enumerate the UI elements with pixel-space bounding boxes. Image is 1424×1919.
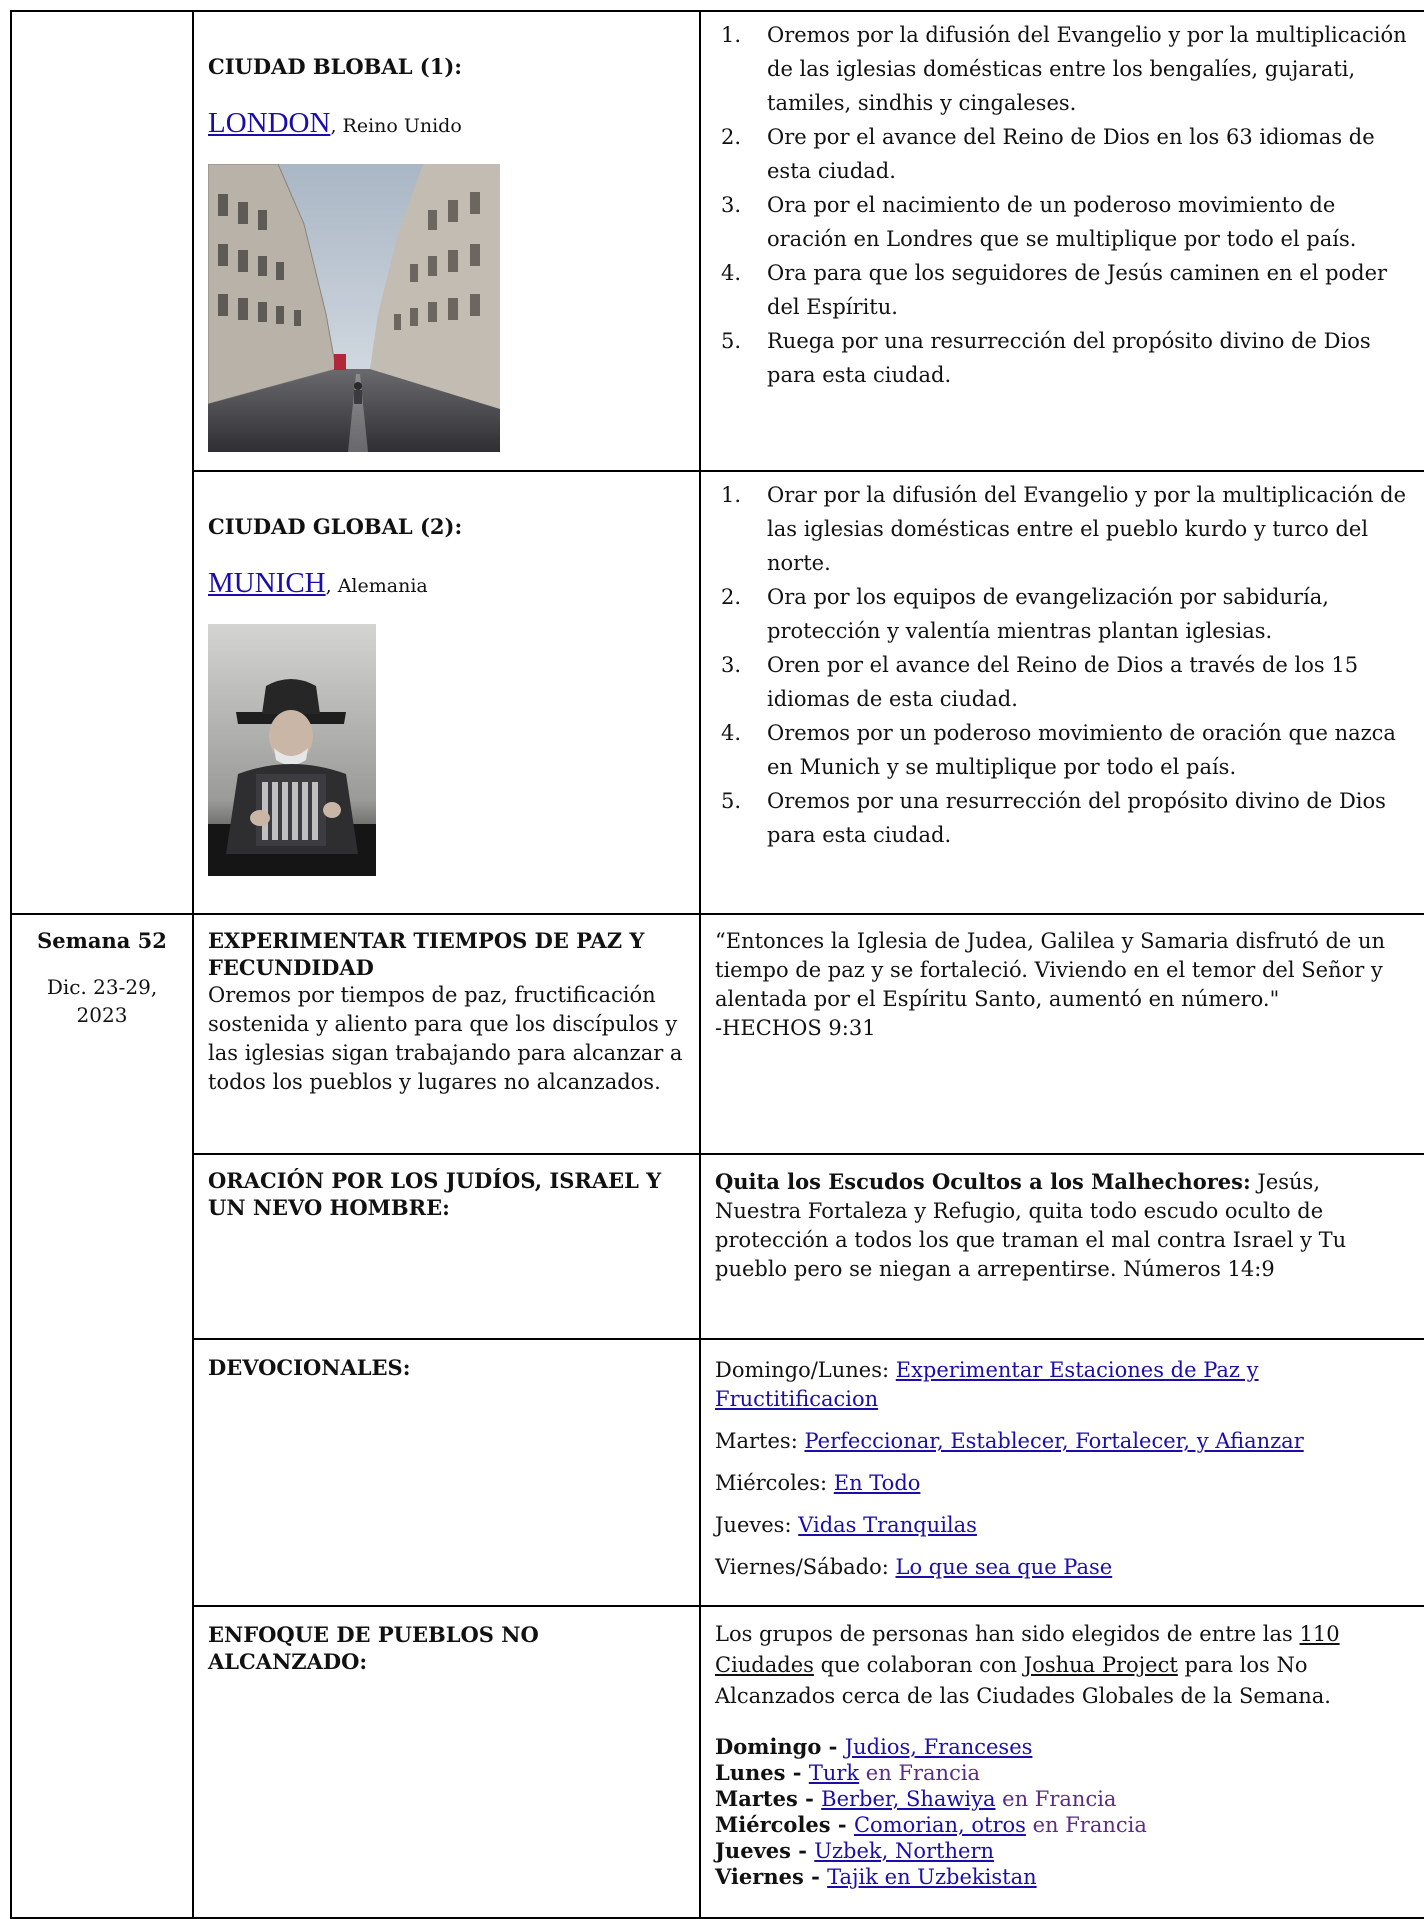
people-group-item: Jueves - Uzbek, Northern (715, 1838, 995, 1863)
devotional-link[interactable]: En Todo (833, 1471, 921, 1495)
scripture-reference: -HECHOS 9:31 (715, 1016, 876, 1040)
row-devotionals (11, 1339, 1424, 1606)
city2-location (208, 569, 685, 600)
theme-cell (193, 914, 700, 1154)
israel-prayer-body: Jesús, Nuestra Fortaleza y Refugio, quita todo escudo oculto de protección a todos los que traman el mal contra Israel y Tu pueblo pero se niegan a arrepentirse. Números 14:9 (715, 1170, 1347, 1281)
prayer-item: 4. Oremos por un poderoso movimiento de oración que nazca en Munich y se multiplique por todo el país. (721, 721, 1396, 779)
city1-cell (193, 11, 700, 471)
people-group-link[interactable]: Tajik en Uzbekistan (827, 1865, 1037, 1889)
unreached-title: ENFOQUE DE PUEBLOS NO ALCANZADO: (208, 1622, 539, 1674)
devotionals-title-cell (193, 1339, 700, 1606)
week-cell (11, 914, 193, 1918)
prayer-item: 2. Ore por el avance del Reino de Dios en los 63 idiomas de esta ciudad. (721, 125, 1375, 183)
israel-title: ORACIÓN POR LOS JUDÍOS, ISRAEL Y UN NEVO HOMBRE: (208, 1168, 662, 1220)
people-group-link[interactable]: Comorian, otros (853, 1813, 1026, 1837)
city1-link[interactable]: LONDON (208, 107, 331, 139)
city1-country: , Reino Unido (330, 115, 462, 137)
week-dates-line1: Dic. 23-29, (46, 975, 158, 999)
israel-title-cell (193, 1154, 700, 1339)
people-group-item: Domingo - Judios, Franceses (715, 1734, 1033, 1759)
people-group-link[interactable]: Turk (808, 1761, 860, 1785)
accordion-player-photo (208, 624, 376, 876)
cities-110-link[interactable]: 110 Ciudades (715, 1622, 1340, 1677)
row-unreached (11, 1606, 1424, 1918)
devotional-item: Martes: Perfeccionar, Establecer, Fortalecer, y Afianzar (715, 1429, 1304, 1453)
people-group-item: Miércoles - Comorian, otros en Francia (715, 1812, 1147, 1837)
israel-prayer-lead: Quita los Escudos Ocultos a los Malhechores: (715, 1169, 1251, 1194)
scripture-cell (700, 914, 1424, 1154)
prayer-item: 4. Ora para que los seguidores de Jesús caminen en el poder del Espíritu. (721, 261, 1388, 319)
devotional-item: Miércoles: En Todo (715, 1471, 921, 1495)
prayer-item: 1. Oremos por la difusión del Evangelio y por la multiplicación de las iglesias domésticas entre los bengalíes, gujarati, tamiles, sindhis y cingaleses. (721, 23, 1407, 115)
week-dates-line2: 2023 (76, 1003, 128, 1027)
people-group-list (715, 1734, 1410, 1890)
prayer-item: 3. Ora por el nacimiento de un poderoso movimiento de oración en Londres que se multiplique por todo el país. (721, 193, 1357, 251)
city1-prayer-list (715, 18, 1410, 392)
week-empty-cell (11, 11, 193, 914)
week-label: Semana 52 (37, 928, 167, 953)
city2-prayer-list (715, 478, 1410, 852)
city1-location (208, 109, 685, 140)
devotional-item: Jueves: Vidas Tranquilas (715, 1513, 977, 1537)
joshua-project-link[interactable]: Joshua Project (1023, 1653, 1178, 1677)
devotional-link[interactable]: Vidas Tranquilas (798, 1513, 977, 1537)
devotional-link[interactable]: Perfeccionar, Establecer, Fortalecer, y Afianzar (804, 1429, 1304, 1453)
unreached-title-cell (193, 1606, 700, 1918)
city2-country: , Alemania (325, 575, 428, 597)
devotional-item: Viernes/Sábado: Lo que sea que Pase (715, 1555, 1113, 1579)
prayer-item: 1. Orar por la difusión del Evangelio y por la multiplicación de las iglesias domésticas entre el pueblo kurdo y turco del norte. (721, 483, 1407, 575)
prayer-item: 5. Oremos por una resurrección del propósito divino de Dios para esta ciudad. (721, 789, 1386, 847)
city2-cell (193, 471, 700, 914)
row-city-1 (11, 11, 1424, 471)
unreached-intro: Los grupos de personas han sido elegidos de entre las 110 Ciudades que colaboran con Joshua Project para los No Alcanzados cerca de las Ciudades Globales de la Semana. (715, 1622, 1340, 1708)
devotional-link[interactable]: Lo que sea que Pase (895, 1555, 1113, 1579)
city1-prayers-cell (700, 11, 1424, 471)
prayer-item: 2. Ora por los equipos de evangelización por sabiduría, protección y valentía mientras plantan iglesias. (721, 585, 1329, 643)
prayer-guide-table (10, 10, 1424, 1919)
people-group-link[interactable]: Berber, Shawiya (821, 1787, 996, 1811)
prayer-item: 3. Oren por el avance del Reino de Dios a través de los 15 idiomas de esta ciudad. (721, 653, 1359, 711)
devotionals-title: DEVOCIONALES: (208, 1355, 411, 1380)
devotional-link[interactable]: Experimentar Estaciones de Paz y Fructitificacion (715, 1358, 1259, 1411)
prayer-item: 5. Ruega por una resurrección del propósito divino de Dios para esta ciudad. (721, 329, 1371, 387)
city2-link[interactable]: MUNICH (208, 567, 326, 599)
theme-title: EXPERIMENTAR TIEMPOS DE PAZ Y FECUNDIDAD (208, 928, 645, 980)
devotional-item: Domingo/Lunes: Experimentar Estaciones de Paz y Fructitificacion (715, 1358, 1259, 1411)
people-group-item: Lunes - Turk en Francia (715, 1760, 981, 1785)
row-city-2 (11, 471, 1424, 914)
row-theme (11, 914, 1424, 1154)
unreached-cell (700, 1606, 1424, 1918)
devotionals-list-cell (700, 1339, 1424, 1606)
city2-prayers-cell (700, 471, 1424, 914)
city1-title: CIUDAD BLOBAL (1): (208, 54, 463, 79)
people-group-link[interactable]: Judios, Franceses (844, 1735, 1033, 1759)
people-group-item: Martes - Berber, Shawiya en Francia (715, 1786, 1117, 1811)
london-street-photo (208, 164, 500, 452)
scripture-quote: “Entonces la Iglesia de Judea, Galilea y Samaria disfrutó de un tiempo de paz y se fortaleció. Viviendo en el temor del Señor y alentada por el Espíritu Santo, aumentó en número." (715, 929, 1386, 1011)
theme-body: Oremos por tiempos de paz, fructificación sostenida y aliento para que los discípulos y las iglesias sigan trabajando para alcanzar a todos los pueblos y lugares no alcanzados. (208, 983, 683, 1094)
people-group-link[interactable]: Uzbek, Northern (814, 1839, 995, 1863)
row-israel (11, 1154, 1424, 1339)
israel-prayer-cell (700, 1154, 1424, 1339)
people-group-item: Viernes - Tajik en Uzbekistan (715, 1864, 1037, 1889)
israel-prayer (715, 1167, 1410, 1284)
city2-title: CIUDAD GLOBAL (2): (208, 514, 463, 539)
